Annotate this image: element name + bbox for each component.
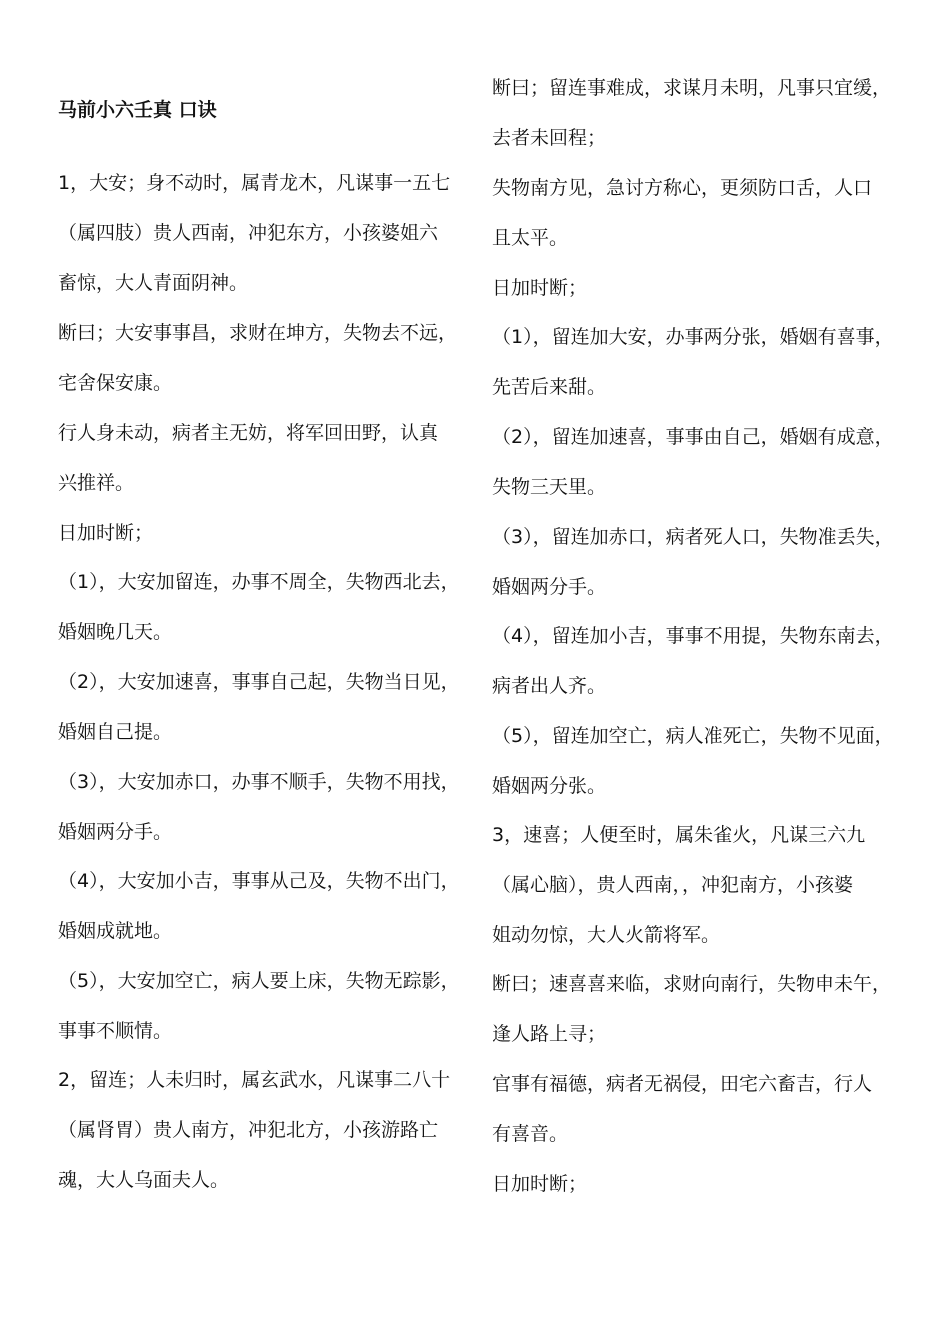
text-line: 断曰；留连事难成，求谋月未明，凡事只宜缓， — [492, 77, 892, 99]
text-line: 事事不顺情。 — [58, 1020, 173, 1042]
text-line: 宅舍保安康。 — [58, 372, 173, 394]
text-line: 日加时断； — [58, 522, 154, 544]
text-line: 病者出人齐。 — [492, 675, 607, 697]
text-line: 婚姻两分手。 — [58, 821, 173, 843]
text-line: （4），大安加小吉，事事从己及，失物不出门， — [58, 870, 460, 892]
text-line: 3，速喜；人便至时，属朱雀火，凡谋三六九 — [492, 824, 866, 846]
text-line: （1），留连加大安，办事两分张，婚姻有喜事， — [492, 326, 894, 348]
text-line: 2，留连；人未归时，属玄武水，凡谋事二八十 — [58, 1069, 451, 1091]
text-line: 畜惊，大人青面阴神。 — [58, 272, 249, 294]
text-line: 且太平。 — [492, 227, 569, 249]
text-line: （2），大安加速喜，事事自己起，失物当日见， — [58, 671, 460, 693]
text-line: （4），留连加小吉，事事不用提，失物东南去， — [492, 625, 894, 647]
text-line: （5），留连加空亡，病人准死亡，失物不见面， — [492, 725, 894, 747]
text-line: 婚姻晚几天。 — [58, 621, 173, 643]
text-line: 断曰；速喜喜来临，求财向南行，失物申未午， — [492, 973, 892, 995]
document-title: 马前小六壬真 口诀 — [58, 99, 217, 121]
text-line: 行人身未动，病者主无妨，将军回田野，认真 — [58, 422, 439, 444]
text-line: （1），大安加留连，办事不周全，失物西北去， — [58, 571, 460, 593]
text-line: 先苦后来甜。 — [492, 376, 607, 398]
text-line: 姐动勿惊，大人火箭将军。 — [492, 924, 721, 946]
text-line: （3），留连加赤口，病者死人口，失物准丢失， — [492, 526, 894, 548]
text-line: 有喜音。 — [492, 1123, 569, 1145]
text-line: 婚姻成就地。 — [58, 920, 173, 942]
text-line: 逢人路上寻； — [492, 1023, 607, 1045]
text-line: （属四肢）贵人西南，冲犯东方，小孩婆姐六 — [58, 222, 439, 244]
text-line: 婚姻自己提。 — [58, 721, 173, 743]
text-line: 1，大安；身不动时，属青龙木，凡谋事一五七 — [58, 172, 451, 194]
text-line: 去者未回程； — [492, 127, 607, 149]
text-line: 失物三天里。 — [492, 476, 607, 498]
text-line: 婚姻两分手。 — [492, 576, 607, 598]
text-line: （属肾胃）贵人南方，冲犯北方，小孩游路亡 — [58, 1119, 439, 1141]
text-line: （属心脑），贵人西南，，冲犯南方，小孩婆 — [492, 874, 854, 896]
text-line: （5），大安加空亡，病人要上床，失物无踪影， — [58, 970, 460, 992]
text-line: 日加时断； — [492, 1173, 588, 1195]
text-line: 魂，大人乌面夫人。 — [58, 1169, 230, 1191]
text-line: 婚姻两分张。 — [492, 775, 607, 797]
text-line: 失物南方见，急讨方称心，更须防口舌，人口 — [492, 177, 873, 199]
text-line: （3），大安加赤口，办事不顺手，失物不用找， — [58, 771, 460, 793]
text-line: 断曰；大安事事昌，求财在坤方，失物去不远， — [58, 322, 458, 344]
text-line: 官事有福德，病者无祸侵，田宅六畜吉，行人 — [492, 1073, 873, 1095]
text-line: （2），留连加速喜，事事由自己，婚姻有成意， — [492, 426, 894, 448]
text-line: 兴推祥。 — [58, 472, 135, 494]
text-line: 日加时断； — [492, 277, 588, 299]
